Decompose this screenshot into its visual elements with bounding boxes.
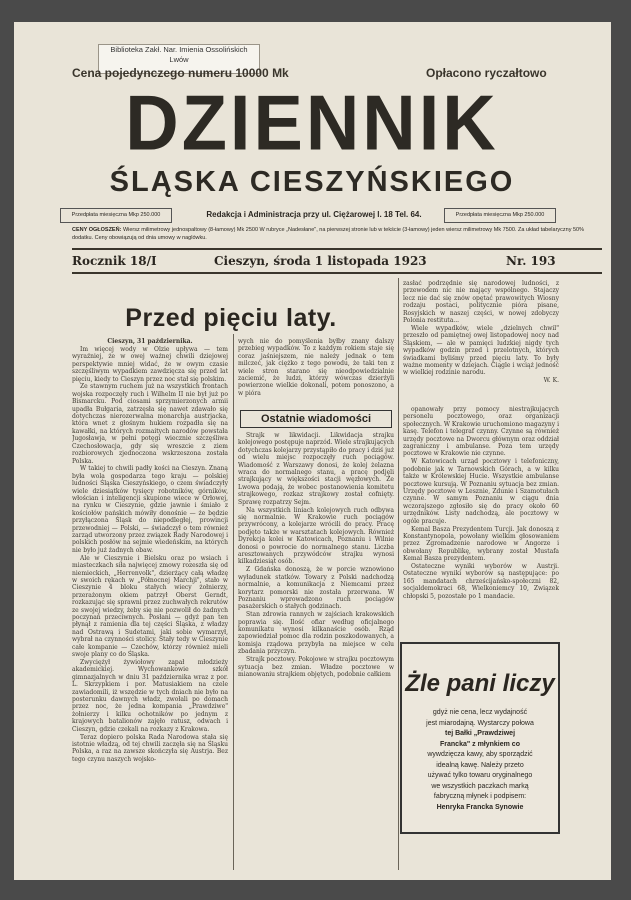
news-item: W Katowicach urząd pocztowy i telefoniczny, podobnie jak w Tarnowskich Górach, a w kilku także w Królewskiej Hucie. Wszystkie ambulanse pocztowe kursują. W Poznaniu sytuacja bez zmian. Urzędy pocztowe w Lesznie, Zdunie i Szamotułach czynne. W samym Poznaniu w ciągu dnia wczorajszego zgłosiło się do pracy około 60 urzędników. Listy nadchodzą, ale pocztowy w ogóle pracuje. (403, 458, 559, 525)
editorial-address: Redakcja i Administracja przy ul. Ciężarowej l. 18 Tel. 64. (206, 210, 422, 219)
issue-number: Nr. 193 (506, 254, 556, 268)
prepay-box-right: Przedpłata miesięczna Mkp 250.000 (444, 208, 556, 223)
paragraph: zasłać podrzędnie się narodowej ludności, z przewodem nic nie mający wspólnego. Stajaczy lecz nie dać się znów opętać prawowitych Wiosny rodzaju postaci, politycznie pióra pisane, Rosyjskich w naszej części, w nowej zdobyczy Polonia restituta... (403, 280, 559, 325)
volume-number: Rocznik 18/I (72, 254, 157, 268)
news-column-2 (403, 406, 559, 636)
column-divider (398, 278, 399, 870)
main-headline: Przed pięciu laty. (125, 304, 337, 332)
ad-body: gdyż nie cena, lecz wydajność jest miarodajną. Wystarczy połowa tej Bałki „Prawdziwej Francka" z młynkiem co wywdzięcza kawy, aby sporządzić idealną kawę. Należy przeto używać tylko towaru oryginalnego we wszystkich paczkach marką fabryczną młynek i podpisem: Henryka Francka Synowie (426, 709, 534, 811)
paragraph: Zwyciężył żywiołowy zapał młodzieży akademickiej. Wychowankowie szkół gimnazjalnych w dniu 31 października wraz z por. L. Skrzypkiem i por. Matusiakiem na czele zawiadomili, iż wszędzie w tych dniach nie było na posterunku dawnych władz, zwołali po domach przez noc, że jedna kompania „Prawdziwe" żołnierzy i kilku ochotników po jednym z krajowych batalionów zajęło ratusz, odwach i Cieszyn, gdzie czekali na rozkazy z Krakowa. (72, 658, 228, 733)
newspaper-page (14, 22, 611, 880)
paragraph: Wiele wypadków, wiele „dzielnych chwil" przeszło od pamiętnej owej listopadowej nocy nad Śląskiem, — ale w pamięci ludzkiej nigdy tych wypadków godzin przed i przelotnych, których świadkami byliśmy przed pięciu laty. To były ważne momenty w dziejach. Ciągle i wciąż jedność w wielkiej rodzinie narodu. (403, 324, 559, 377)
news-item: Na wszystkich liniach kolejowych ruch odbywa się normalnie. W Krakowie ruch pociągów przywrócony, a kolejarze wrócili do pracy. Pracę podjęto także w warsztatach kolejowych. Również Dyrekcja kolei w Katowicach, Poznaniu i Wilnie donosi o powrocie do normalnego stanu. Liczba aresztowanych przywódców strajku wynosi kilkadziesiąt osób. (238, 506, 394, 566)
author-signature: W. K. (543, 377, 559, 385)
library-stamp: Biblioteka Zakł. Nar. Imienia Ossolińskich Lwów (98, 44, 260, 74)
ad-title: Żle pani liczy (405, 670, 555, 697)
paragraph: Ze stawnym ruchem już na wszystkich frontach wojska rozpoczęły ruch i Wilhelm II nie był już po Bismarcku. Pod ciosami sprzymierzonych armii upadła Bułgaria, zatrzęsła się nawet zdawało się dotychczas nierozerwalna monarchja austrjacka, która wnet z głośnym hukiem rozpadła się na kawałki, na których rozmaitych narodów powstała Jugosławja, w pełni potęgi wiecznie szczęśliwa Czechosłowacja, gdy się wreszcie z ziem rozbiorowych zjednoczona wskrzeszona została Polska. (72, 383, 228, 465)
article-column-2 (238, 338, 394, 404)
news-item: Kemal Basza Prezydentem Turcji. Jak donoszą z Konstantynopola, powołany wielkim głosowaniem przez Zgromadzenie narodowe w Angorze i obwołany Republikę, wybrany został Mustafa Kemal Basza prezydentem. (403, 525, 559, 563)
prepay-box-left: Przedpłata miesięczna Mkp 250.000 (60, 208, 172, 223)
coffee-advertisement (400, 642, 560, 834)
news-item: Stan zdrowia rannych w zajściach krakowskich poprawia się. Ilość ofiar według oficjalnego komunikatu wynosi kilkanaście osób. Rząd zapowiedział pomoc dla rodzin poszkodowanych, a komisja rządowa przybyła na miejsce w celu zbadania przyczyn. (238, 611, 394, 656)
news-item: Z Gdańska donoszą, że w porcie wznowiono wyładunek statków. Towary z Polski nadchodzą normalnie, a komunikacja z Niemcami przez korytarz pomorski nie została przerwana. W Poznaniu wprowadzono ruch pociągów pasażerskich o stałych godzinach. (238, 566, 394, 611)
divider (72, 248, 602, 250)
paragraph: wych nie do pomyślenia byłby znany dalszy przebieg wypadków. To z każdym rokiem staje się coraz jaśniejszem, nie należy jednak o tem milczeć, jak ciężko z tego powodu, że taki ten z wiele stron starano się nieodpowiedzialnie zaciemić, że ludzi, którzy wówczas dzierżyli powierzone wielkie dokonali, potem ponoszono, a w pióra (238, 338, 394, 397)
paragraph: W takiej to chwili padły kości na Cieszyn. Znaną była wola gospodarza tego kraju — polskiej ludności Śląska Cieszyńskiego, o czem świadczyły wiele dziesiątków tysięcy robotników, górników, włościan i inteligencji skupione wiece w Orłowej, na rynku w Cieszynie, gdzie jawnie i śmiało z kościołów pańskich mówiły donośnie — że będzie przyłączona Śląsk do niepodległej, prowincji przewodniej — Polski, — świadczył o tem również zarząd utworzony przez związek Rady Narodowej i polskich posłów na sejmie wiedeńskim, na których nie było już żadnych obaw. (72, 465, 228, 554)
news-column-1 (238, 432, 394, 868)
article-column-1 (72, 338, 228, 868)
masthead-subtitle: ŚLĄSKA CIESZYŃSKIEGO (109, 166, 515, 198)
ad-prices-label: CENY OGŁOSZEŃ: (72, 227, 122, 233)
issue-price: Cena pojedynczego numeru 10000 Mk (72, 66, 289, 80)
masthead-title: DZIENNIK (125, 78, 499, 167)
ad-prices (72, 226, 602, 242)
news-item: Strajk pocztowy. Pokojowe w strajku pocztowym sytuacja bez zmian. Władze pocztowe w mianowaniu strajkiem objętych, podobnie całkiem (238, 656, 394, 678)
ad-prices-text: Wiersz milimetrowy jednospaltowy (8-łamowy) Mk 2500 W rubryce „Nadesłane", na pierwszej stronie lub w tekście (3-łamowy) jeden wiersz milimetrowy Mk 7500. Za układ tabelaryczny 50% dodatku. Ceny obowiązują od dnia umowy w naglówku. (72, 227, 584, 241)
postage-note: Opłacono ryczałtowo (426, 66, 547, 80)
news-section-header: Ostatnie wiadomości (240, 410, 392, 428)
paragraph: Teraz dopiero polska Rada Narodowa stała się istotnie władzą, od tej chwili zaczęła się na Śląsku Polska, a raz na zawsze skończyła się Austrja. Bez tego czynu naszych wojsko- (72, 733, 228, 763)
dateline: Cieszyn, 31 października. (107, 338, 193, 345)
column-divider (233, 334, 234, 870)
news-item: Strajk w likwidacji. Likwidacja strajku kolejowego postępuje naprzód. Wiele strajkujących dotychczas kolejarzy przystąpiło do pracy i dziś już od wielu miejsc rozpoczęły ruch pociągów. Wiadomość z Warszawy donosi, że kolej żelazna wraca do normalnego stanu, a pracę podjęli strajkujący w większości stacji węzłowych. Ze Lwowa podają, że wobec postanowienia komitetu strajkowego, rozkaz strajkowy został cofnięty. Sprawę rozpatrzy Sejm. (238, 432, 394, 506)
issue-date: Cieszyn, środa 1 listopada 1923 (214, 254, 427, 268)
paragraph: Im więcej wody w Olzie upływa — tem wyraźniej, że w owej ważnej chwili dziejowej perspektywie mniej widać, że w owym czasie szczęśliwym wypadkiem zawdzięcza się przed lat pięciu, kiedy to Cieszyn przez noc stał się polskim. (72, 345, 228, 383)
divider (72, 272, 602, 274)
article-column-3 (403, 280, 559, 400)
paragraph: Ale w Cieszynie i Bielsku oraz po wsiach i miasteczkach siła najwięcej zmowy rozeszła się od niemieckich, „Herrenvolk", dzierżący całą władzę w swoich rękach w „Północnej Marchji", stało w Cieszynie 4 bloku stałych wiecy żołnierzy, przerażonym okiem patrzył Oberst Gerndt, rozkazując się sprawni przez zuchwałych rekrutów ze swojej wiedzy, żeby się nie pozwolił do żadnych poczynań przeciwnych. Posłani — gdyż pan ten płynął z ramienia dla tej części Śląska, z władzy nad Ostrawą i Sudetami, jaki sobie wymarzył, wybrał na czynności stolicy. Stały tedy w Cieszynie całe kompanie — Czechów, którzy również mieli swoje plany co do Śląska. (72, 554, 228, 659)
news-item: opanowały przy pomocy niestrajkujących personelu pocztowego, oraz organizacji społecznych. W Krakowie uruchomiono magazyny i kasę. Telefon i telegraf czynny. Czynne są również urzędy pocztowe na Dworcu głównym oraz oddział zagraniczny i ambulanse. Poza tem urzędy pocztowe w Krakowie nie czynne. (403, 406, 559, 458)
news-item: Ostateczne wyniki wyborów w Austrji. Ostateczne wyniki wyborów są następujące: po 165 mandatach chrześcijańsko-społeczni 82, socjaldemokraci 68, Wielkoniemcy 10, Związek chłopski 5, pozostałe po 1 mandacie. (403, 563, 559, 600)
